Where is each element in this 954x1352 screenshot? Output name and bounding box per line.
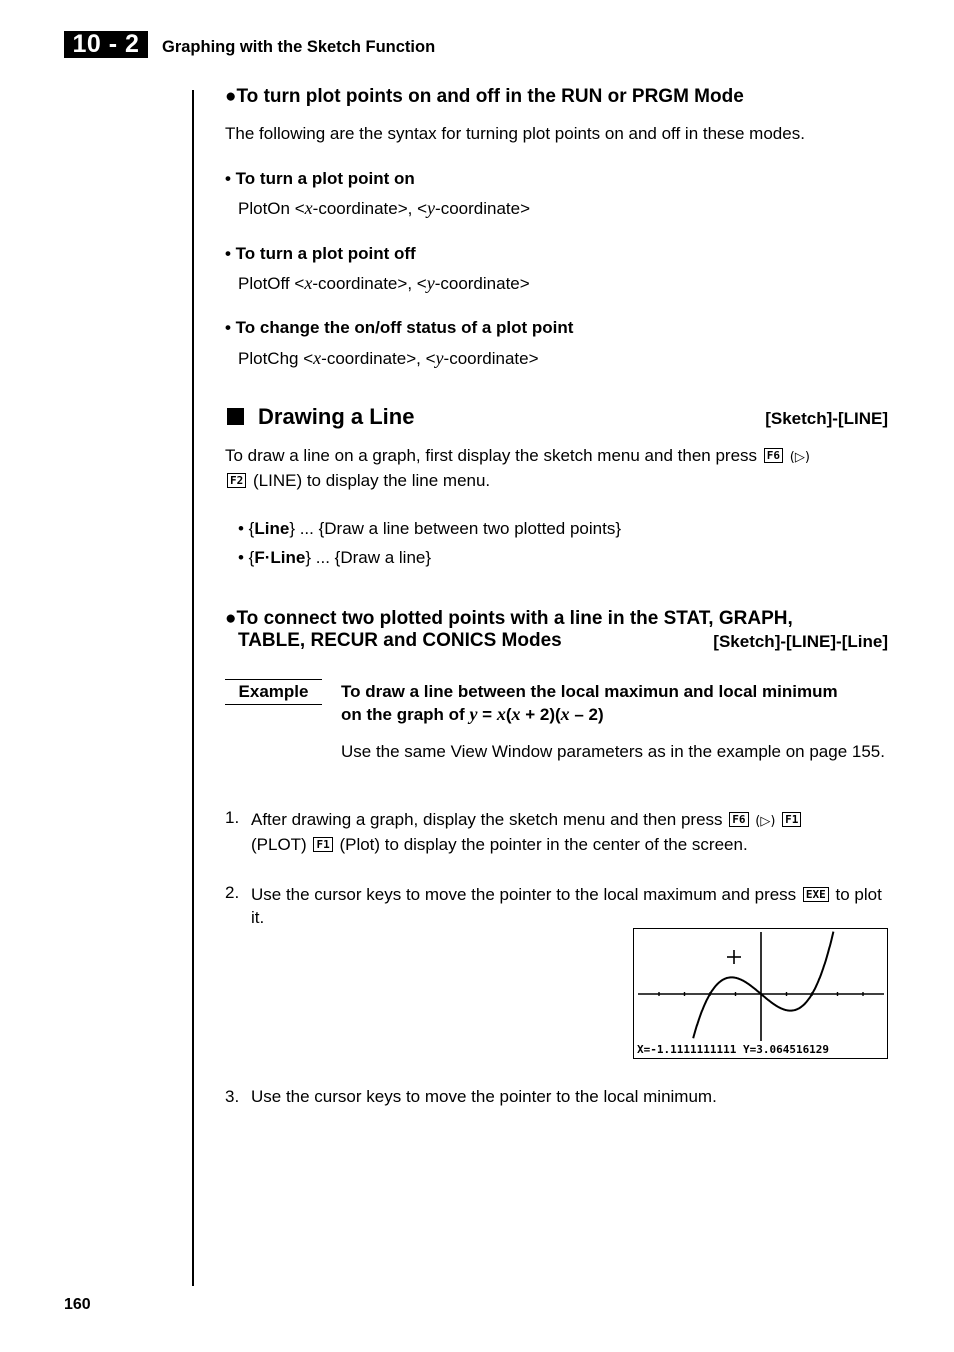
f1-key-icon: F1 [782,812,801,827]
drawing-line-paragraph: To draw a line on a graph, first display the sketch menu and then press F6 (▷) F2 (LINE) to display the line menu. [225,446,810,490]
plot-on-title: • To turn a plot point on [225,169,415,188]
plot-off-syntax: PlotOff <x-coordinate>, <y-coordinate> [238,273,530,293]
pointer-cross-icon [727,950,741,964]
example-title-line2: on the graph of y = x(x + 2)(x – 2) [341,704,604,724]
step-3-text: Use the cursor keys to move the pointer to the local minimum. [251,1087,717,1106]
connect-heading-line2: TABLE, RECUR and CONICS Modes [238,630,562,651]
f6-key-icon: F6 [729,812,748,827]
section-number-badge: 10 - 2 [64,31,148,58]
connect-path: [Sketch]-[LINE]-[Line] [713,632,888,651]
f2-key-icon: F2 [227,473,246,488]
plot-chg-title: • To change the on/off status of a plot point [225,318,574,337]
menu-item-line: • {Line} ... {Draw a line between two plotted points} [238,519,622,538]
f6-key-icon: F6 [764,448,783,463]
plot-off-title: • To turn a plot point off [225,244,416,263]
calculator-screen [633,928,888,1059]
connect-heading-line1: ●To connect two plotted points with a line in the STAT, GRAPH, [225,608,793,629]
plot-on-syntax: PlotOn <x-coordinate>, <y-coordinate> [238,198,531,218]
run-prgm-intro: The following are the syntax for turning plot points on and off in these modes. [225,124,805,143]
step-2-text: Use the cursor keys to move the pointer to the local maximum and press EXE to plot it. [251,885,882,927]
exe-key-icon: EXE [803,887,829,902]
section-title: Graphing with the Sketch Function [162,38,436,56]
run-prgm-heading: ●To turn plot points on and off in the RUN or PRGM Mode [225,86,744,107]
menu-item-f-line: • {F·Line} ... {Draw a line} [238,548,432,567]
coordinate-readout: X=-1.1111111111 Y=3.064516129 [637,1043,830,1056]
drawing-line-title: Drawing a Line [227,404,414,430]
graph-display [634,929,886,1057]
plot-chg-syntax: PlotChg <x-coordinate>, <y-coordinate> [238,348,539,368]
drawing-line-path: [Sketch]-[LINE] [765,409,888,428]
step-2-number: 2. [225,883,240,902]
step-1-number: 1. [225,808,240,827]
example-note: Use the same View Window parameters as in the example on page 155. [341,742,885,761]
f1-key-icon: F1 [313,837,332,852]
example-label: Example [225,679,322,705]
step-3-number: 3. [225,1087,240,1106]
example-title-line1: To draw a line between the local maximun and local minimum [341,682,838,701]
square-bullet-icon [227,408,244,425]
page-number: 160 [64,1296,91,1313]
function-curve [693,932,833,1039]
margin-rule [192,90,194,1286]
step-1-text: After drawing a graph, display the sketch menu and then press F6 (▷) F1 (PLOT) F1 (Plot) to display the pointer in the center of the screen. [251,808,891,856]
